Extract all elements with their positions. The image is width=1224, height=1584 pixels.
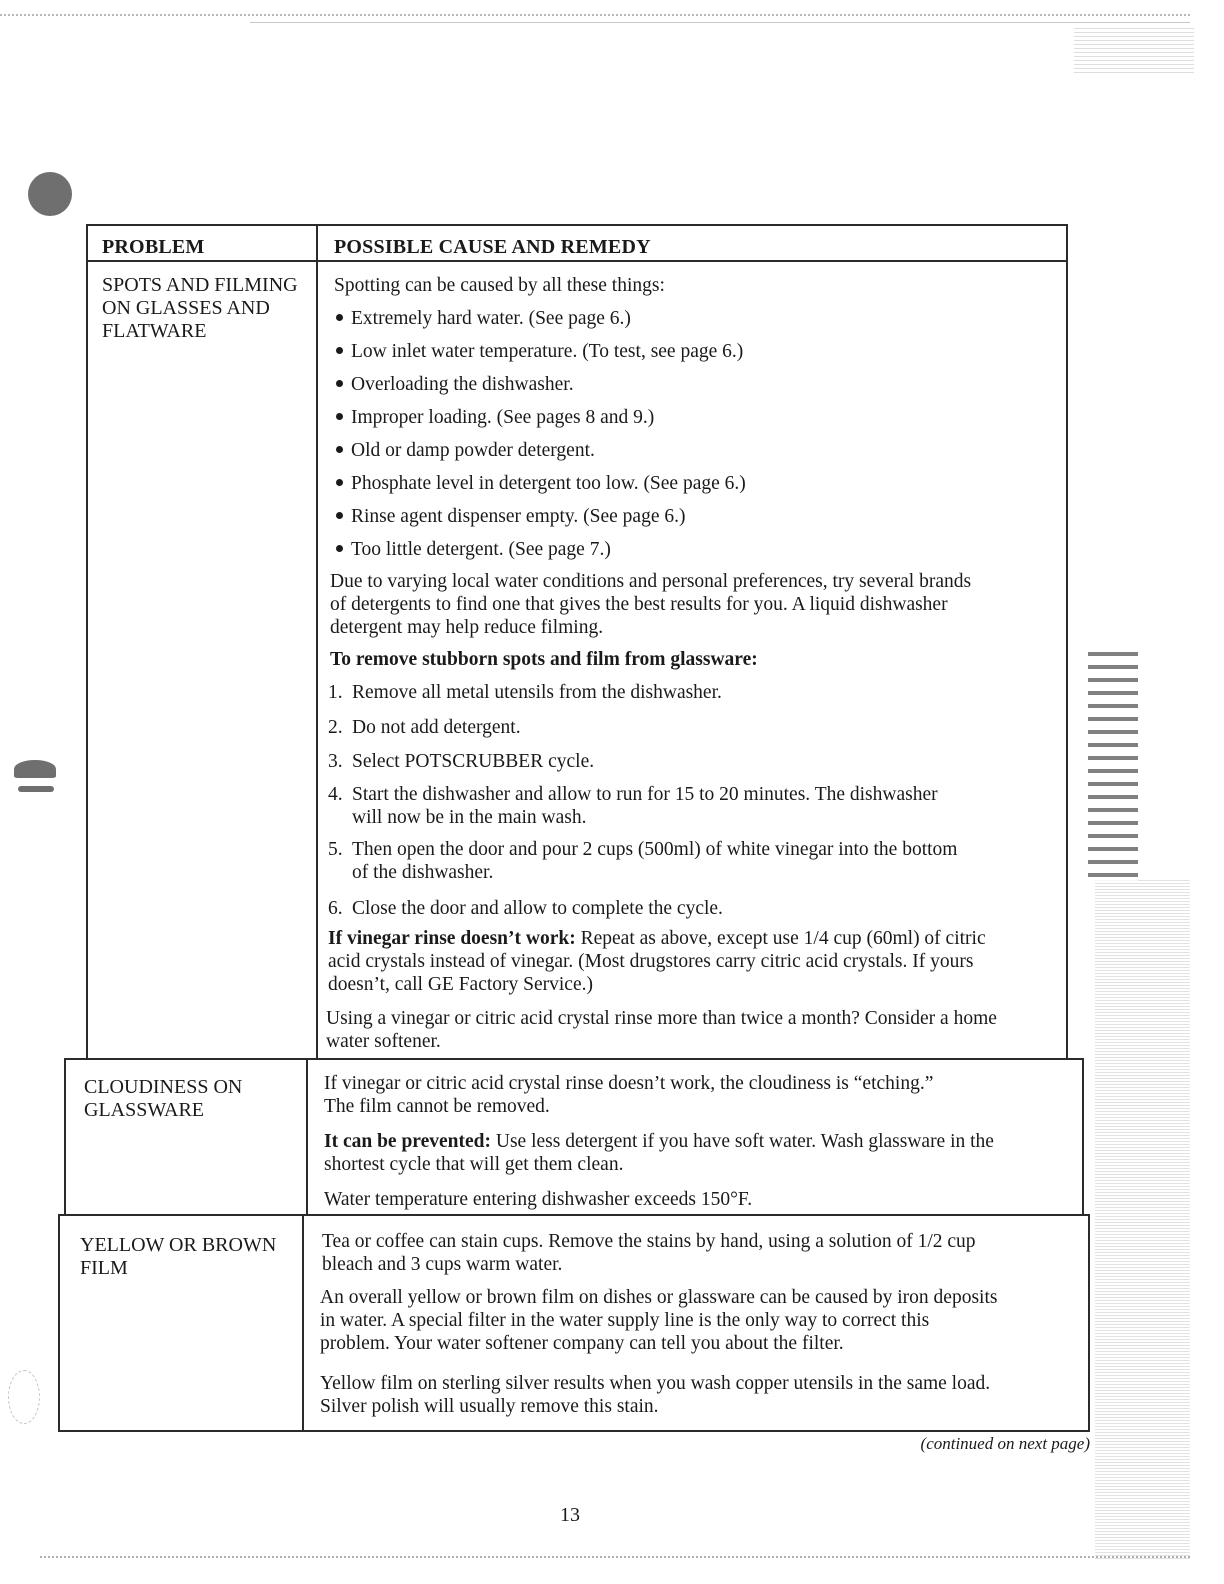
step-number: 6. bbox=[328, 898, 343, 919]
continued-note: (continued on next page) bbox=[920, 1434, 1090, 1453]
bullet-item: Overloading the dishwasher. bbox=[336, 373, 574, 396]
bullet-item: Old or damp powder detergent. bbox=[336, 439, 595, 462]
step-number: 3. bbox=[328, 751, 343, 772]
step-number: 5. bbox=[328, 839, 343, 860]
paragraph-line: Use less detergent if you have soft water. Wash glassware in the bbox=[491, 1131, 994, 1152]
step-text: Do not add detergent. bbox=[352, 717, 521, 738]
row1-divider bbox=[316, 224, 318, 1058]
step-text: Remove all metal utensils from the dishwasher. bbox=[352, 682, 722, 703]
header-cause-remedy: POSSIBLE CAUSE AND REMEDY bbox=[334, 236, 651, 258]
steps-title: To remove stubborn spots and film from glassware: bbox=[330, 649, 758, 670]
step-item bbox=[328, 750, 594, 773]
step-item bbox=[328, 897, 723, 920]
header-problem: PROBLEM bbox=[102, 236, 205, 258]
vinegar-fallback-lead: If vinegar rinse doesn’t work: bbox=[328, 928, 576, 949]
scan-top-edge bbox=[0, 14, 1190, 16]
step-number: 4. bbox=[328, 784, 343, 805]
paragraph-line: of detergents to find one that gives the best results for you. A liquid dishwasher bbox=[330, 594, 948, 615]
scan-corner-noise bbox=[1074, 28, 1194, 76]
bullet-item: Rinse agent dispenser empty. (See page 6.) bbox=[336, 505, 685, 528]
problem-yellow-brown-film bbox=[80, 1234, 276, 1280]
paragraph-line: detergent may help reduce filming. bbox=[330, 617, 604, 638]
row2-bottom-border bbox=[58, 1214, 1090, 1216]
step-item bbox=[328, 783, 938, 829]
problem-line: CLOUDINESS ON bbox=[84, 1076, 243, 1098]
paragraph-line: bleach and 3 cups warm water. bbox=[322, 1254, 563, 1275]
paragraph-line: doesn’t, call GE Factory Service.) bbox=[328, 974, 593, 995]
row3-divider bbox=[302, 1214, 304, 1432]
paragraph-line: problem. Your water softener company can tell you about the filter. bbox=[320, 1333, 844, 1354]
binder-hole-bottom bbox=[8, 1370, 40, 1424]
paragraph-line: Yellow film on sterling silver results when you wash copper utensils in the same load. bbox=[320, 1373, 991, 1394]
paragraph-line: Repeat as above, except use 1/4 cup (60ml) of citric bbox=[575, 928, 986, 949]
paragraph-line: An overall yellow or brown film on dishes or glassware can be caused by iron deposits bbox=[320, 1287, 998, 1308]
row2-divider bbox=[306, 1058, 308, 1216]
tea-coffee-stain-paragraph bbox=[322, 1230, 976, 1276]
paragraph-line: water softener. bbox=[326, 1031, 441, 1052]
step-item bbox=[328, 838, 957, 884]
row3-right-border bbox=[1088, 1214, 1090, 1432]
step-text: Close the door and allow to complete the cycle. bbox=[352, 898, 723, 919]
scan-bottom-edge bbox=[40, 1556, 1190, 1558]
problem-line: SPOTS AND FILMING bbox=[102, 274, 298, 296]
troubleshooting-table bbox=[58, 224, 1092, 1432]
vinegar-fallback-paragraph bbox=[328, 927, 986, 996]
step-text: of the dishwasher. bbox=[352, 862, 494, 883]
water-softener-paragraph bbox=[326, 1007, 997, 1053]
problem-line: ON GLASSES AND bbox=[102, 297, 270, 319]
step-item bbox=[328, 716, 521, 739]
binder-hole-middle bbox=[14, 760, 56, 778]
paragraph-line: acid crystals instead of vinegar. (Most drugstores carry citric acid crystals. If yours bbox=[328, 951, 974, 972]
row1-left-border bbox=[86, 224, 88, 1058]
binder-hole-top bbox=[28, 172, 72, 216]
paragraph-line: shortest cycle that will get them clean. bbox=[324, 1154, 624, 1175]
prevention-lead: It can be prevented: bbox=[324, 1131, 491, 1152]
scan-side-marks bbox=[1088, 652, 1138, 882]
step-text: Select POTSCRUBBER cycle. bbox=[352, 751, 595, 772]
problem-line: YELLOW OR BROWN bbox=[80, 1234, 277, 1256]
bullet-item: Extremely hard water. (See page 6.) bbox=[336, 307, 631, 330]
paragraph-line: Due to varying local water conditions and personal preferences, try several brands bbox=[330, 571, 972, 592]
step-number: 1. bbox=[328, 682, 343, 703]
detergent-advice-paragraph bbox=[330, 570, 971, 639]
step-item bbox=[328, 681, 722, 704]
row3-left-border bbox=[58, 1214, 60, 1432]
problem-line: FLATWARE bbox=[102, 320, 207, 342]
spotting-intro: Spotting can be caused by all these things: bbox=[334, 275, 665, 296]
problem-spots-filming bbox=[102, 274, 298, 343]
problem-line: FILM bbox=[80, 1257, 128, 1279]
header-bottom-border bbox=[86, 260, 1068, 262]
paragraph-line: in water. A special filter in the water supply line is the only way to correct this bbox=[320, 1310, 930, 1331]
row1-right-border bbox=[1066, 224, 1068, 1058]
scan-top-line bbox=[250, 22, 1190, 23]
sterling-silver-paragraph bbox=[320, 1372, 990, 1418]
paragraph-line: Silver polish will usually remove this stain. bbox=[320, 1396, 659, 1417]
table-top-border bbox=[86, 224, 1068, 226]
bullet-item: Improper loading. (See pages 8 and 9.) bbox=[336, 406, 654, 429]
paragraph-line: The film cannot be removed. bbox=[324, 1096, 550, 1117]
bullet-item: Too little detergent. (See page 7.) bbox=[336, 538, 611, 561]
paragraph-line: Tea or coffee can stain cups. Remove the stains by hand, using a solution of 1/2 cup bbox=[322, 1231, 976, 1252]
bullet-item: Phosphate level in detergent too low. (See page 6.) bbox=[336, 472, 746, 495]
iron-deposits-paragraph bbox=[320, 1286, 997, 1355]
problem-cloudiness bbox=[84, 1076, 242, 1122]
scan-side-noise bbox=[1095, 880, 1190, 1560]
paragraph-line: If vinegar or citric acid crystal rinse doesn’t work, the cloudiness is “etching.” bbox=[324, 1073, 934, 1094]
step-number: 2. bbox=[328, 717, 343, 738]
water-temperature-note: Water temperature entering dishwasher exceeds 150°F. bbox=[324, 1189, 753, 1210]
page-number: 13 bbox=[560, 1504, 580, 1526]
step-text: Then open the door and pour 2 cups (500ml) of white vinegar into the bottom bbox=[352, 839, 958, 860]
etching-paragraph bbox=[324, 1072, 933, 1118]
row2-left-border bbox=[64, 1058, 66, 1216]
row1-bottom-border bbox=[64, 1058, 1084, 1060]
problem-line: GLASSWARE bbox=[84, 1099, 205, 1121]
table-bottom-border bbox=[58, 1430, 1090, 1432]
paragraph-line: Using a vinegar or citric acid crystal rinse more than twice a month? Consider a home bbox=[326, 1008, 997, 1029]
bullet-item: Low inlet water temperature. (To test, see page 6.) bbox=[336, 340, 743, 363]
binder-hole-middle-shadow bbox=[18, 786, 54, 792]
step-text: will now be in the main wash. bbox=[352, 807, 587, 828]
prevention-paragraph bbox=[324, 1130, 994, 1176]
step-text: Start the dishwasher and allow to run for 15 to 20 minutes. The dishwasher bbox=[352, 784, 938, 805]
row2-right-border bbox=[1082, 1058, 1084, 1216]
